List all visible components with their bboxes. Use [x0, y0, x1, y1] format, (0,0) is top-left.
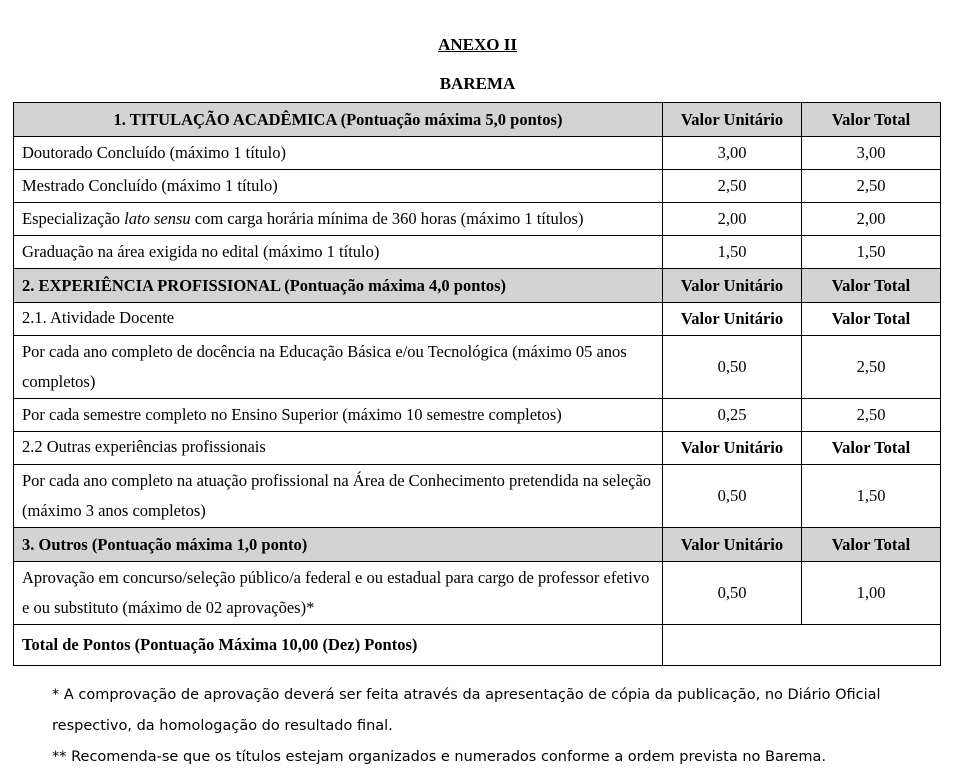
- row-total-value: 1,00: [802, 562, 941, 625]
- row-unit-value: 2,00: [663, 203, 802, 236]
- table-row: [14, 562, 941, 625]
- total-row: [14, 625, 941, 666]
- col-total-header: Valor Total: [802, 528, 941, 562]
- row-total-value: 2,50: [802, 399, 941, 432]
- section-2-header: 2. EXPERIÊNCIA PROFISSIONAL (Pontuação máxima 4,0 pontos): [14, 269, 663, 303]
- row-label: Graduação na área exigida no edital (máximo 1 título): [14, 236, 663, 269]
- row-label: Por cada ano completo na atuação profissional na Área de Conhecimento pretendida na seleção (máximo 3 anos completos): [14, 465, 663, 528]
- col-unit-header: Valor Unitário: [663, 103, 802, 137]
- row-label: Doutorado Concluído (máximo 1 título): [14, 137, 663, 170]
- row-label: Mestrado Concluído (máximo 1 título): [14, 170, 663, 203]
- footnotes: [52, 680, 932, 773]
- footnote-2: ** Recomenda-se que os títulos estejam organizados e numerados conforme a ordem prevista no Barema.: [52, 749, 827, 765]
- row-total-value: 3,00: [802, 137, 941, 170]
- footnote-1: * A comprovação de aprovação deverá ser feita através da apresentação de cópia da publicação, no Diário Oficial respectivo, da homologação do resultado final.: [52, 687, 881, 734]
- table-row: [14, 399, 941, 432]
- section-1-header: 1. TITULAÇÃO ACADÊMICA (Pontuação máxima 5,0 pontos): [14, 103, 663, 137]
- row-unit-value: 1,50: [663, 236, 802, 269]
- row-label: Por cada semestre completo no Ensino Superior (máximo 10 semestre completos): [14, 399, 663, 432]
- col-total-header: Valor Total: [802, 103, 941, 137]
- table-row: [14, 137, 941, 170]
- table-row: [14, 236, 941, 269]
- col-total-header: Valor Total: [802, 432, 941, 465]
- barema-table: [13, 102, 941, 666]
- section-3-header-row: [14, 528, 941, 562]
- row-total-value: 2,50: [802, 170, 941, 203]
- subsection-2-1-row: [14, 303, 941, 336]
- col-total-header: Valor Total: [802, 303, 941, 336]
- row-unit-value: 0,50: [663, 336, 802, 399]
- col-unit-header: Valor Unitário: [663, 528, 802, 562]
- row-unit-value: 0,50: [663, 465, 802, 528]
- total-value: [663, 625, 941, 666]
- col-unit-header: Valor Unitário: [663, 432, 802, 465]
- row-label-post: com carga horária mínima de 360 horas (máximo 1 títulos): [190, 209, 584, 228]
- subsection-2-2-label: 2.2 Outras experiências profissionais: [14, 432, 663, 465]
- row-unit-value: 0,50: [663, 562, 802, 625]
- row-label-italic: lato sensu: [124, 209, 191, 228]
- table-row: [14, 170, 941, 203]
- row-label: Aprovação em concurso/seleção público/a federal e ou estadual para cargo de professor efetivo e ou substituto (máximo de 02 aprovações)*: [14, 562, 663, 625]
- barema-title: BAREMA: [439, 74, 516, 93]
- row-unit-value: 3,00: [663, 137, 802, 170]
- subsection-2-1-label: 2.1. Atividade Docente: [14, 303, 663, 336]
- section-3-header: 3. Outros (Pontuação máxima 1,0 ponto): [14, 528, 663, 562]
- annex-title: ANEXO II: [438, 35, 517, 54]
- section-2-header-row: [14, 269, 941, 303]
- total-label: Total de Pontos (Pontuação Máxima 10,00 (Dez) Pontos): [14, 625, 663, 666]
- row-total-value: 1,50: [802, 236, 941, 269]
- row-unit-value: 2,50: [663, 170, 802, 203]
- row-unit-value: 0,25: [663, 399, 802, 432]
- section-1-header-row: [14, 103, 941, 137]
- table-row: [14, 465, 941, 528]
- table-row: [14, 203, 941, 236]
- col-unit-header: Valor Unitário: [663, 303, 802, 336]
- subsection-2-2-row: [14, 432, 941, 465]
- row-total-value: 1,50: [802, 465, 941, 528]
- row-total-value: 2,50: [802, 336, 941, 399]
- col-unit-header: Valor Unitário: [663, 269, 802, 303]
- row-label-pre: Especialização: [22, 209, 125, 228]
- row-label: [14, 203, 663, 236]
- col-total-header: Valor Total: [802, 269, 941, 303]
- table-row: [14, 336, 941, 399]
- row-label: Por cada ano completo de docência na Educação Básica e/ou Tecnológica (máximo 05 anos completos): [14, 336, 663, 399]
- row-total-value: 2,00: [802, 203, 941, 236]
